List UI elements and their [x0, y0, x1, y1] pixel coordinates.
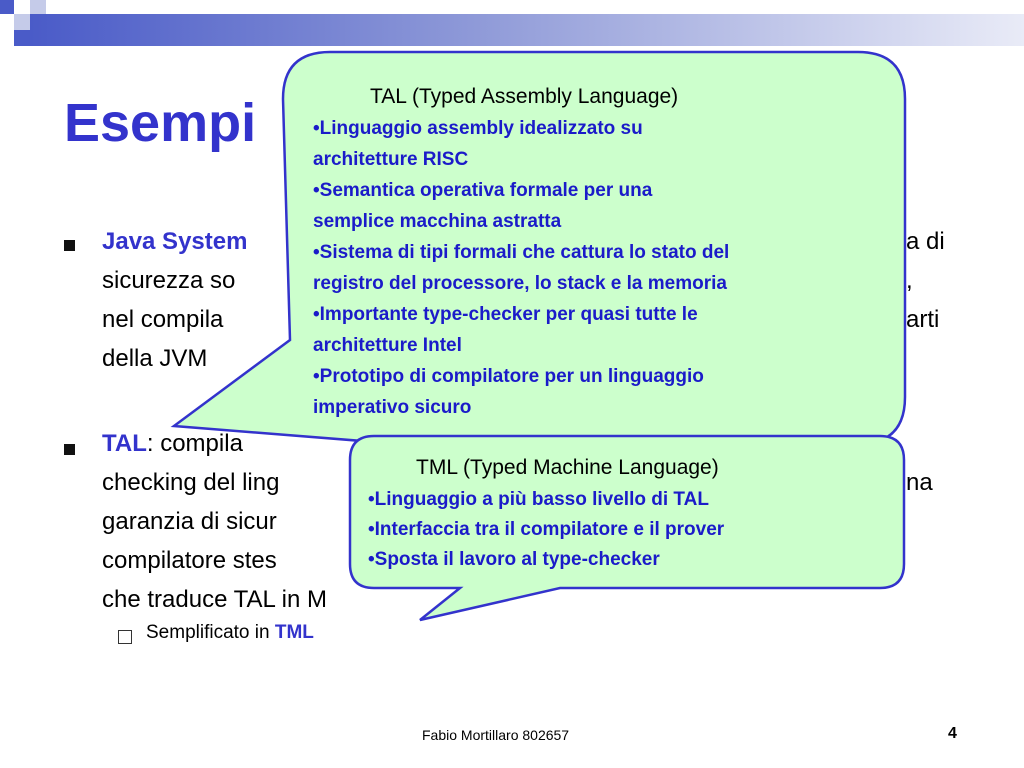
- tml-callout-line: •Linguaggio a più basso livello di TAL: [368, 489, 709, 510]
- bullet2-line: garanzia di sicur: [102, 508, 277, 535]
- bullet1-line: arti: [906, 306, 940, 333]
- tml-callout-line: •Interfaccia tra il compilatore e il prover: [368, 519, 725, 540]
- tal-callout-line: semplice macchina astratta: [313, 211, 562, 232]
- bullet1-line: sicurezza so: [102, 267, 236, 294]
- tal-callout-line: architetture Intel: [313, 335, 462, 356]
- tal-callout-title: TAL (Typed Assembly Language): [370, 85, 679, 108]
- tml-callout-line: •Sposta il lavoro al type-checker: [368, 549, 660, 570]
- footer-author: Fabio Mortillaro 802657: [422, 727, 570, 743]
- bullet2-line: checking del ling: [102, 469, 280, 496]
- bullet2-line: na: [906, 469, 933, 496]
- tal-callout-line: •Semantica operativa formale per una: [313, 180, 653, 201]
- tal-callout-line: •Prototipo di compilatore per un linguaggio: [313, 366, 704, 387]
- tal-callout-line: architetture RISC: [313, 149, 469, 170]
- bullet1-line: nel compila: [102, 306, 224, 333]
- bullet1-line: ,: [906, 267, 913, 294]
- bullet2-line: che traduce TAL in M: [102, 586, 327, 613]
- bullet2-line: compilatore stes: [102, 547, 277, 574]
- slide-title: Esempi: [64, 93, 257, 153]
- sub-bullet-text: Semplificato in TML: [146, 622, 314, 643]
- bullet1-keyword: Java System: [102, 228, 248, 255]
- bullet1-line: della JVM: [102, 345, 208, 372]
- tal-callout-line: •Linguaggio assembly idealizzato su: [313, 118, 643, 139]
- tml-callout-title: TML (Typed Machine Language): [416, 456, 719, 479]
- bullet2-first-line: TAL: compila: [102, 430, 243, 457]
- tal-callout-line: registro del processore, lo stack e la memoria: [313, 273, 727, 294]
- tal-callout-line: •Importante type-checker per quasi tutte le: [313, 304, 698, 325]
- page-number: 4: [948, 725, 957, 742]
- tal-callout-line: •Sistema di tipi formali che cattura lo stato del: [313, 242, 730, 263]
- bullet1-line: a di: [906, 228, 945, 255]
- tal-callout-line: imperativo sicuro: [313, 397, 472, 418]
